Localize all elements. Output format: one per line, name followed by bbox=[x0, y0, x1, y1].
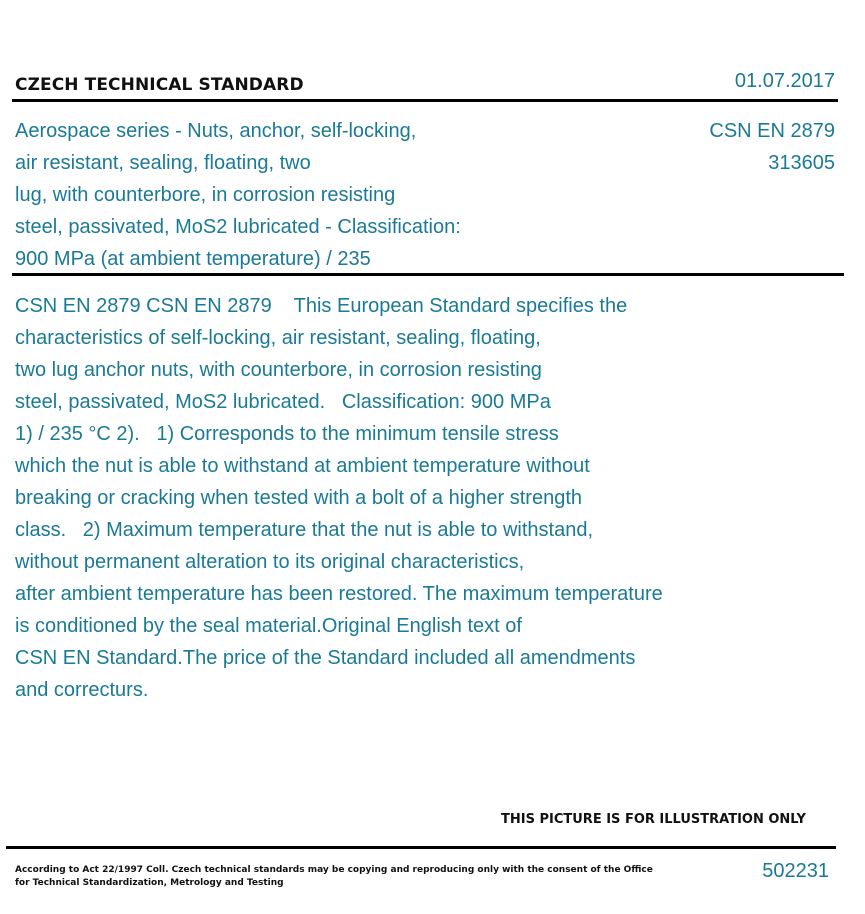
standard-code: CSN EN 2879 bbox=[709, 120, 835, 142]
description-line: characteristics of self-locking, air resistant, sealing, floating, bbox=[15, 327, 541, 349]
document-number: 502231 bbox=[762, 860, 829, 882]
illustration-disclaimer: THIS PICTURE IS FOR ILLUSTRATION ONLY bbox=[501, 812, 806, 827]
header-divider bbox=[12, 99, 838, 102]
legal-notice bbox=[15, 864, 653, 890]
title-divider bbox=[12, 273, 844, 276]
description-line: 1) / 235 °C 2). 1) Corresponds to the minimum tensile stress bbox=[15, 423, 559, 445]
standard-title-line: 900 MPa (at ambient temperature) / 235 bbox=[15, 248, 371, 270]
standard-title-line: air resistant, sealing, floating, two bbox=[15, 152, 311, 174]
description-line: and correcturs. bbox=[15, 679, 149, 701]
document-type-heading: CZECH TECHNICAL STANDARD bbox=[15, 75, 304, 95]
standard-title-line: Aerospace series - Nuts, anchor, self-locking, bbox=[15, 120, 417, 142]
description-line: is conditioned by the seal material.Original English text of bbox=[15, 615, 522, 637]
catalog-number: 313605 bbox=[768, 152, 835, 174]
standard-identifiers bbox=[709, 115, 835, 179]
description-line: breaking or cracking when tested with a bolt of a higher strength bbox=[15, 487, 582, 509]
publication-date: 01.07.2017 bbox=[734, 70, 835, 92]
description-line: steel, passivated, MoS2 lubricated. Classification: 900 MPa bbox=[15, 391, 551, 413]
description-line: after ambient temperature has been restored. The maximum temperature bbox=[15, 583, 663, 605]
standard-title-line: steel, passivated, MoS2 lubricated - Classification: bbox=[15, 216, 461, 238]
description-line: class. 2) Maximum temperature that the nut is able to withstand, bbox=[15, 519, 594, 541]
description-line: without permanent alteration to its original characteristics, bbox=[15, 551, 525, 573]
description-line: two lug anchor nuts, with counterbore, in corrosion resisting bbox=[15, 359, 542, 381]
standard-description bbox=[15, 290, 835, 706]
standard-title-line: lug, with counterbore, in corrosion resisting bbox=[15, 184, 396, 206]
legal-notice-line: for Technical Standardization, Metrology and Testing bbox=[15, 878, 284, 888]
description-line: which the nut is able to withstand at ambient temperature without bbox=[15, 455, 590, 477]
standard-title bbox=[15, 115, 575, 275]
description-line: CSN EN 2879 CSN EN 2879 This European Standard specifies the bbox=[15, 295, 628, 317]
legal-notice-line: According to Act 22/1997 Coll. Czech technical standards may be copying and reproducing only with the consent of the Office bbox=[15, 865, 653, 875]
footer-divider bbox=[6, 846, 836, 849]
description-line: CSN EN Standard.The price of the Standard included all amendments bbox=[15, 647, 636, 669]
